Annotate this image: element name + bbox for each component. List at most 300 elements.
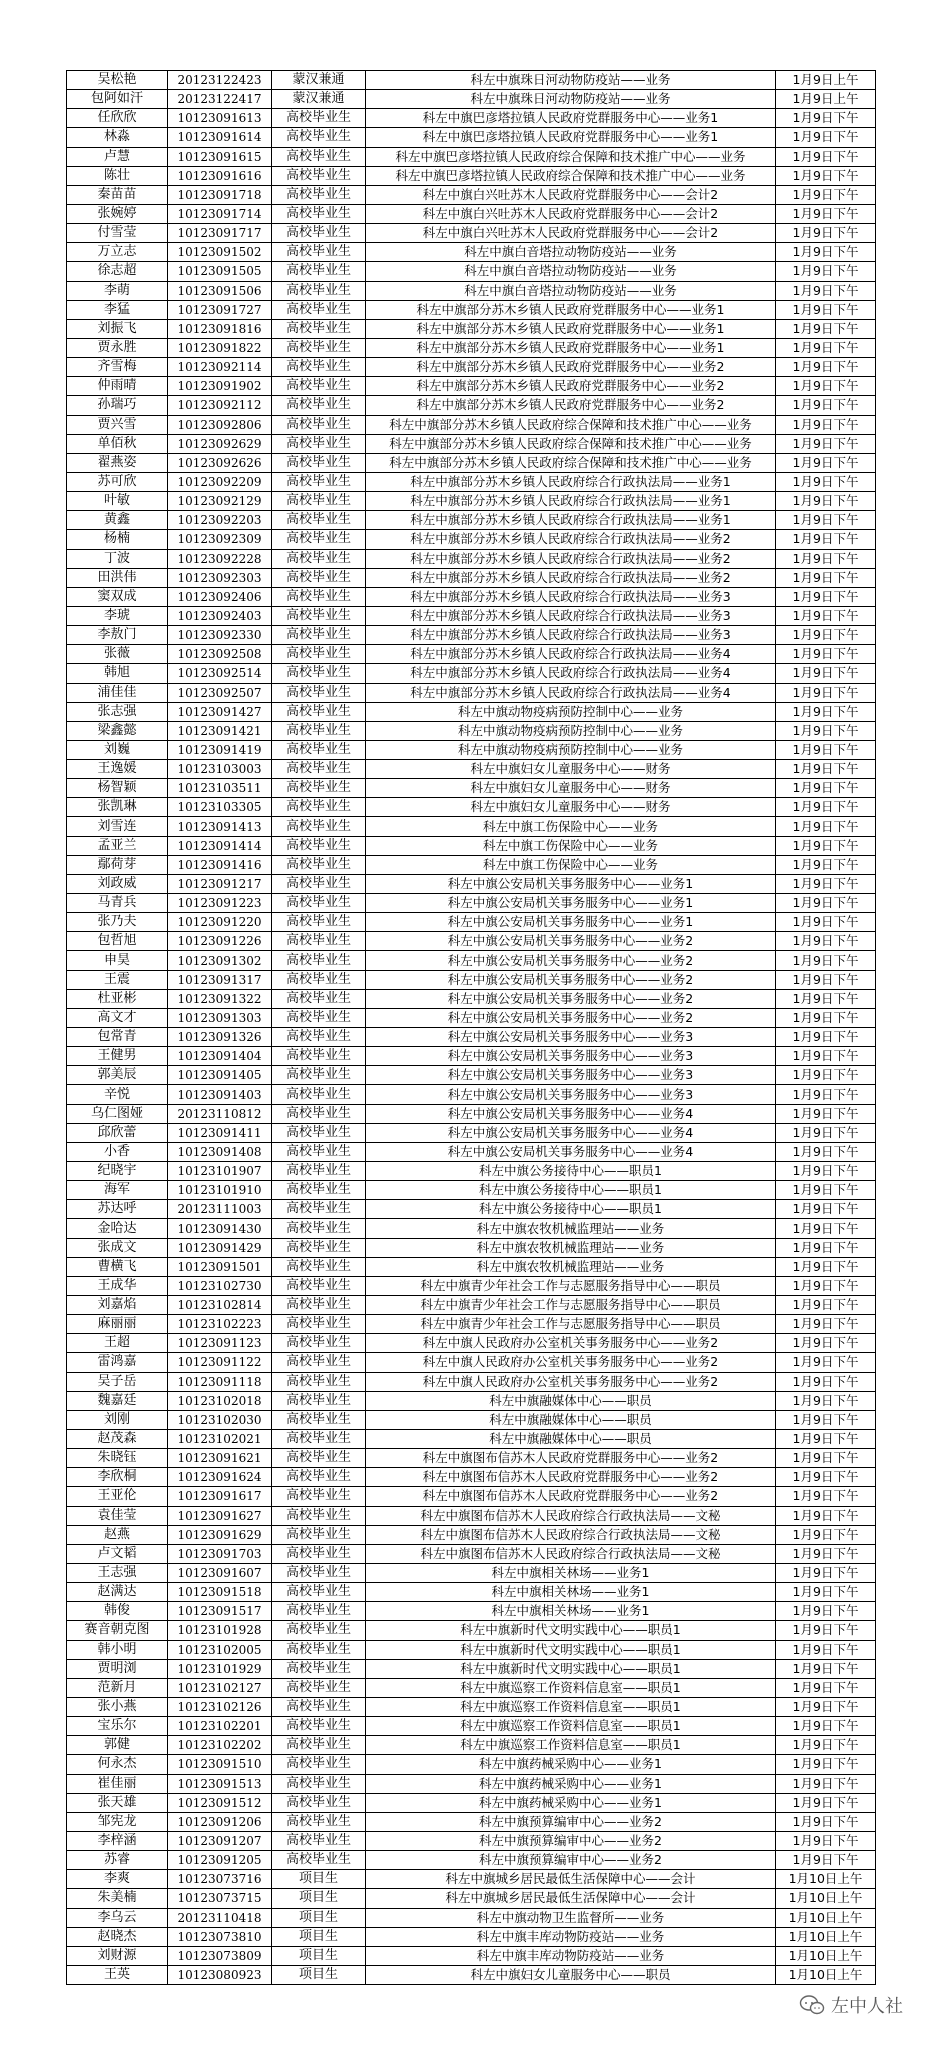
time-cell: 1月9日下午 bbox=[776, 1831, 876, 1850]
time-cell: 1月9日下午 bbox=[776, 1410, 876, 1429]
name-cell: 郭健 bbox=[67, 1736, 168, 1755]
time-cell: 1月9日下午 bbox=[776, 1755, 876, 1774]
name-cell: 贾兴雪 bbox=[67, 415, 168, 434]
name-cell: 金哈达 bbox=[67, 1219, 168, 1238]
name-cell: 张凯琳 bbox=[67, 798, 168, 817]
table-row bbox=[67, 90, 876, 109]
unit-cell: 科左中旗部分苏木乡镇人民政府党群服务中心——业务2 bbox=[366, 358, 776, 377]
name-cell: 宝乐尔 bbox=[67, 1717, 168, 1736]
id-cell: 10123073715 bbox=[168, 1889, 272, 1908]
table-row bbox=[67, 1736, 876, 1755]
type-cell: 高校毕业生 bbox=[272, 702, 366, 721]
id-cell: 10123091217 bbox=[168, 874, 272, 893]
id-cell: 10123091517 bbox=[168, 1602, 272, 1621]
name-cell: 张薇 bbox=[67, 645, 168, 664]
type-cell: 高校毕业生 bbox=[272, 874, 366, 893]
name-cell: 刘巍 bbox=[67, 740, 168, 759]
table-row bbox=[67, 1123, 876, 1142]
time-cell: 1月9日下午 bbox=[776, 492, 876, 511]
type-cell: 项目生 bbox=[272, 1908, 366, 1927]
id-cell: 10123091822 bbox=[168, 338, 272, 357]
unit-cell: 科左中旗白兴吐苏木人民政府党群服务中心——会计2 bbox=[366, 224, 776, 243]
type-cell: 高校毕业生 bbox=[272, 1717, 366, 1736]
table-row bbox=[67, 1487, 876, 1506]
type-cell: 高校毕业生 bbox=[272, 262, 366, 281]
id-cell: 10123091220 bbox=[168, 913, 272, 932]
time-cell: 1月9日下午 bbox=[776, 338, 876, 357]
unit-cell: 科左中旗图布信苏木人民政府党群服务中心——业务2 bbox=[366, 1468, 776, 1487]
unit-cell: 科左中旗巡察工作资料信息室——职员1 bbox=[366, 1736, 776, 1755]
name-cell: 刘嘉焰 bbox=[67, 1296, 168, 1315]
unit-cell: 科左中旗公安局机关事务服务中心——业务2 bbox=[366, 932, 776, 951]
unit-cell: 科左中旗部分苏木乡镇人民政府综合行政执法局——业务3 bbox=[366, 626, 776, 645]
type-cell: 项目生 bbox=[272, 1889, 366, 1908]
name-cell: 王志强 bbox=[67, 1563, 168, 1582]
unit-cell: 科左中旗青少年社会工作与志愿服务指导中心——职员 bbox=[366, 1296, 776, 1315]
time-cell: 1月9日下午 bbox=[776, 664, 876, 683]
name-cell: 马青兵 bbox=[67, 894, 168, 913]
id-cell: 10123091624 bbox=[168, 1468, 272, 1487]
type-cell: 高校毕业生 bbox=[272, 1104, 366, 1123]
name-cell: 苏达呼 bbox=[67, 1200, 168, 1219]
name-cell: 曹横飞 bbox=[67, 1257, 168, 1276]
name-cell: 赵燕 bbox=[67, 1525, 168, 1544]
table-row bbox=[67, 415, 876, 434]
id-cell: 10123092406 bbox=[168, 587, 272, 606]
unit-cell: 科左中旗白音塔拉动物防疫站——业务 bbox=[366, 262, 776, 281]
table-row bbox=[67, 1315, 876, 1334]
type-cell: 高校毕业生 bbox=[272, 1812, 366, 1831]
name-cell: 卢慧 bbox=[67, 147, 168, 166]
unit-cell: 科左中旗公安局机关事务服务中心——业务3 bbox=[366, 1066, 776, 1085]
id-cell: 20123110812 bbox=[168, 1104, 272, 1123]
type-cell: 高校毕业生 bbox=[272, 836, 366, 855]
name-cell: 王成华 bbox=[67, 1276, 168, 1295]
id-cell: 10123091411 bbox=[168, 1123, 272, 1142]
name-cell: 海军 bbox=[67, 1181, 168, 1200]
time-cell: 1月9日下午 bbox=[776, 1047, 876, 1066]
table-row bbox=[67, 1506, 876, 1525]
unit-cell: 科左中旗动物卫生监督所——业务 bbox=[366, 1908, 776, 1927]
type-cell: 高校毕业生 bbox=[272, 664, 366, 683]
id-cell: 10123102201 bbox=[168, 1717, 272, 1736]
unit-cell: 科左中旗青少年社会工作与志愿服务指导中心——职员 bbox=[366, 1276, 776, 1295]
time-cell: 1月10日上午 bbox=[776, 1870, 876, 1889]
table-row bbox=[67, 779, 876, 798]
id-cell: 10123102018 bbox=[168, 1391, 272, 1410]
type-cell: 高校毕业生 bbox=[272, 396, 366, 415]
unit-cell: 科左中旗图布信苏木人民政府综合行政执法局——文秘 bbox=[366, 1506, 776, 1525]
time-cell: 1月9日下午 bbox=[776, 1525, 876, 1544]
unit-cell: 科左中旗公安局机关事务服务中心——业务1 bbox=[366, 874, 776, 893]
time-cell: 1月9日下午 bbox=[776, 358, 876, 377]
name-cell: 张成文 bbox=[67, 1238, 168, 1257]
table-row bbox=[67, 989, 876, 1008]
table-row bbox=[67, 1296, 876, 1315]
table-row bbox=[67, 626, 876, 645]
time-cell: 1月9日下午 bbox=[776, 932, 876, 951]
type-cell: 高校毕业生 bbox=[272, 1774, 366, 1793]
id-cell: 10123091513 bbox=[168, 1774, 272, 1793]
table-row bbox=[67, 1085, 876, 1104]
name-cell: 陈壮 bbox=[67, 166, 168, 185]
name-cell: 秦苗苗 bbox=[67, 185, 168, 204]
type-cell: 高校毕业生 bbox=[272, 109, 366, 128]
unit-cell: 科左中旗动物疫病预防控制中心——业务 bbox=[366, 702, 776, 721]
name-cell: 邱欣蕾 bbox=[67, 1123, 168, 1142]
name-cell: 万立志 bbox=[67, 243, 168, 262]
type-cell: 高校毕业生 bbox=[272, 970, 366, 989]
time-cell: 1月9日下午 bbox=[776, 798, 876, 817]
type-cell: 高校毕业生 bbox=[272, 1602, 366, 1621]
table-row bbox=[67, 1640, 876, 1659]
time-cell: 1月9日下午 bbox=[776, 587, 876, 606]
id-cell: 10123091403 bbox=[168, 1085, 272, 1104]
id-cell: 10123091302 bbox=[168, 951, 272, 970]
type-cell: 高校毕业生 bbox=[272, 1697, 366, 1716]
type-cell: 高校毕业生 bbox=[272, 338, 366, 357]
id-cell: 10123091617 bbox=[168, 1487, 272, 1506]
name-cell: 郭美辰 bbox=[67, 1066, 168, 1085]
unit-cell: 科左中旗动物疫病预防控制中心——业务 bbox=[366, 740, 776, 759]
id-cell: 10123091123 bbox=[168, 1334, 272, 1353]
type-cell: 高校毕业生 bbox=[272, 415, 366, 434]
name-cell: 王健男 bbox=[67, 1047, 168, 1066]
time-cell: 1月9日下午 bbox=[776, 319, 876, 338]
time-cell: 1月10日上午 bbox=[776, 1889, 876, 1908]
type-cell: 高校毕业生 bbox=[272, 1659, 366, 1678]
time-cell: 1月9日下午 bbox=[776, 1812, 876, 1831]
time-cell: 1月9日下午 bbox=[776, 1544, 876, 1563]
id-cell: 10123073810 bbox=[168, 1927, 272, 1946]
name-cell: 包阿如汗 bbox=[67, 90, 168, 109]
type-cell: 高校毕业生 bbox=[272, 358, 366, 377]
type-cell: 高校毕业生 bbox=[272, 549, 366, 568]
unit-cell: 科左中旗工伤保险中心——业务 bbox=[366, 855, 776, 874]
table-row bbox=[67, 185, 876, 204]
id-cell: 10123102223 bbox=[168, 1315, 272, 1334]
name-cell: 辛悦 bbox=[67, 1085, 168, 1104]
name-cell: 袁佳莹 bbox=[67, 1506, 168, 1525]
type-cell: 高校毕业生 bbox=[272, 1755, 366, 1774]
id-cell: 10123091122 bbox=[168, 1353, 272, 1372]
unit-cell: 科左中旗丰库动物防疫站——业务 bbox=[366, 1927, 776, 1946]
table-row bbox=[67, 1104, 876, 1123]
unit-cell: 科左中旗融媒体中心——职员 bbox=[366, 1429, 776, 1448]
type-cell: 高校毕业生 bbox=[272, 626, 366, 645]
id-cell: 10123091501 bbox=[168, 1257, 272, 1276]
type-cell: 高校毕业生 bbox=[272, 779, 366, 798]
id-cell: 10123092507 bbox=[168, 683, 272, 702]
type-cell: 高校毕业生 bbox=[272, 932, 366, 951]
table-row bbox=[67, 1793, 876, 1812]
unit-cell: 科左中旗部分苏木乡镇人民政府综合行政执法局——业务2 bbox=[366, 549, 776, 568]
name-cell: 王超 bbox=[67, 1334, 168, 1353]
type-cell: 高校毕业生 bbox=[272, 913, 366, 932]
type-cell: 高校毕业生 bbox=[272, 319, 366, 338]
unit-cell: 科左中旗公安局机关事务服务中心——业务4 bbox=[366, 1123, 776, 1142]
time-cell: 1月9日上午 bbox=[776, 71, 876, 90]
type-cell: 高校毕业生 bbox=[272, 951, 366, 970]
type-cell: 高校毕业生 bbox=[272, 1334, 366, 1353]
table-row bbox=[67, 664, 876, 683]
table-row bbox=[67, 204, 876, 223]
id-cell: 10123102730 bbox=[168, 1276, 272, 1295]
time-cell: 1月9日下午 bbox=[776, 1162, 876, 1181]
type-cell: 高校毕业生 bbox=[272, 1678, 366, 1697]
name-cell: 王英 bbox=[67, 1965, 168, 1984]
table-row bbox=[67, 1525, 876, 1544]
name-cell: 徐志超 bbox=[67, 262, 168, 281]
id-cell: 10123091427 bbox=[168, 702, 272, 721]
id-cell: 10123091627 bbox=[168, 1506, 272, 1525]
time-cell: 1月9日下午 bbox=[776, 1142, 876, 1161]
time-cell: 1月9日下午 bbox=[776, 1296, 876, 1315]
id-cell: 10123092403 bbox=[168, 606, 272, 625]
unit-cell: 科左中旗工伤保险中心——业务 bbox=[366, 836, 776, 855]
time-cell: 1月9日下午 bbox=[776, 817, 876, 836]
table-row bbox=[67, 1774, 876, 1793]
unit-cell: 科左中旗巡察工作资料信息室——职员1 bbox=[366, 1678, 776, 1697]
type-cell: 蒙汉兼通 bbox=[272, 90, 366, 109]
time-cell: 1月9日下午 bbox=[776, 1200, 876, 1219]
unit-cell: 科左中旗农牧机械监理站——业务 bbox=[366, 1219, 776, 1238]
time-cell: 1月9日下午 bbox=[776, 606, 876, 625]
unit-cell: 科左中旗药械采购中心——业务1 bbox=[366, 1774, 776, 1793]
table-row bbox=[67, 702, 876, 721]
time-cell: 1月9日下午 bbox=[776, 1717, 876, 1736]
time-cell: 1月9日下午 bbox=[776, 1487, 876, 1506]
name-cell: 丁波 bbox=[67, 549, 168, 568]
name-cell: 雷鸿嘉 bbox=[67, 1353, 168, 1372]
unit-cell: 科左中旗青少年社会工作与志愿服务指导中心——职员 bbox=[366, 1315, 776, 1334]
unit-cell: 科左中旗部分苏木乡镇人民政府党群服务中心——业务1 bbox=[366, 300, 776, 319]
name-cell: 苏可欣 bbox=[67, 472, 168, 491]
name-cell: 刘政威 bbox=[67, 874, 168, 893]
time-cell: 1月9日下午 bbox=[776, 1678, 876, 1697]
unit-cell: 科左中旗预算编审中心——业务2 bbox=[366, 1831, 776, 1850]
time-cell: 1月9日下午 bbox=[776, 166, 876, 185]
time-cell: 1月9日下午 bbox=[776, 645, 876, 664]
id-cell: 10123091413 bbox=[168, 817, 272, 836]
time-cell: 1月9日下午 bbox=[776, 1123, 876, 1142]
table-row bbox=[67, 71, 876, 90]
id-cell: 10123092228 bbox=[168, 549, 272, 568]
table-row bbox=[67, 1238, 876, 1257]
id-cell: 10123091727 bbox=[168, 300, 272, 319]
table-row bbox=[67, 932, 876, 951]
table-row bbox=[67, 319, 876, 338]
unit-cell: 科左中旗公安局机关事务服务中心——业务4 bbox=[366, 1104, 776, 1123]
name-cell: 孟亚兰 bbox=[67, 836, 168, 855]
unit-cell: 科左中旗白兴吐苏木人民政府党群服务中心——会计2 bbox=[366, 185, 776, 204]
name-cell: 齐雪梅 bbox=[67, 358, 168, 377]
type-cell: 高校毕业生 bbox=[272, 894, 366, 913]
time-cell: 1月9日下午 bbox=[776, 1353, 876, 1372]
name-cell: 杨智颖 bbox=[67, 779, 168, 798]
type-cell: 高校毕业生 bbox=[272, 530, 366, 549]
table-row bbox=[67, 1028, 876, 1047]
table-row bbox=[67, 817, 876, 836]
name-cell: 何永杰 bbox=[67, 1755, 168, 1774]
unit-cell: 科左中旗部分苏木乡镇人民政府党群服务中心——业务2 bbox=[366, 396, 776, 415]
table-row bbox=[67, 1449, 876, 1468]
time-cell: 1月9日下午 bbox=[776, 434, 876, 453]
id-cell: 10123102126 bbox=[168, 1697, 272, 1716]
unit-cell: 科左中旗部分苏木乡镇人民政府综合行政执法局——业务1 bbox=[366, 472, 776, 491]
time-cell: 1月9日下午 bbox=[776, 836, 876, 855]
time-cell: 1月9日下午 bbox=[776, 109, 876, 128]
table-row bbox=[67, 1697, 876, 1716]
table-row bbox=[67, 492, 876, 511]
time-cell: 1月9日下午 bbox=[776, 1736, 876, 1755]
table-row bbox=[67, 511, 876, 530]
unit-cell: 科左中旗部分苏木乡镇人民政府综合保障和技术推广中心——业务 bbox=[366, 453, 776, 472]
name-cell: 李敖门 bbox=[67, 626, 168, 645]
name-cell: 苏睿 bbox=[67, 1851, 168, 1870]
unit-cell: 科左中旗部分苏木乡镇人民政府综合行政执法局——业务2 bbox=[366, 568, 776, 587]
unit-cell: 科左中旗丰库动物防疫站——业务 bbox=[366, 1946, 776, 1965]
name-cell: 朱晓钰 bbox=[67, 1449, 168, 1468]
name-cell: 韩旭 bbox=[67, 664, 168, 683]
table-row bbox=[67, 377, 876, 396]
unit-cell: 科左中旗相关林场——业务1 bbox=[366, 1602, 776, 1621]
unit-cell: 科左中旗相关林场——业务1 bbox=[366, 1583, 776, 1602]
name-cell: 张志强 bbox=[67, 702, 168, 721]
unit-cell: 科左中旗白音塔拉动物防疫站——业务 bbox=[366, 281, 776, 300]
type-cell: 高校毕业生 bbox=[272, 166, 366, 185]
time-cell: 1月9日下午 bbox=[776, 760, 876, 779]
time-cell: 1月9日下午 bbox=[776, 1640, 876, 1659]
type-cell: 高校毕业生 bbox=[272, 1640, 366, 1659]
table-row bbox=[67, 1659, 876, 1678]
name-cell: 吴子岳 bbox=[67, 1372, 168, 1391]
type-cell: 高校毕业生 bbox=[272, 587, 366, 606]
id-cell: 10123091629 bbox=[168, 1525, 272, 1544]
id-cell: 10123091205 bbox=[168, 1851, 272, 1870]
time-cell: 1月9日下午 bbox=[776, 1793, 876, 1812]
time-cell: 1月9日下午 bbox=[776, 1583, 876, 1602]
id-cell: 10123091206 bbox=[168, 1812, 272, 1831]
type-cell: 项目生 bbox=[272, 1870, 366, 1889]
id-cell: 10123073809 bbox=[168, 1946, 272, 1965]
id-cell: 20123111003 bbox=[168, 1200, 272, 1219]
table-row bbox=[67, 587, 876, 606]
time-cell: 1月9日下午 bbox=[776, 1104, 876, 1123]
table-row bbox=[67, 1162, 876, 1181]
id-cell: 10123092629 bbox=[168, 434, 272, 453]
type-cell: 高校毕业生 bbox=[272, 434, 366, 453]
time-cell: 1月9日下午 bbox=[776, 702, 876, 721]
type-cell: 高校毕业生 bbox=[272, 224, 366, 243]
type-cell: 高校毕业生 bbox=[272, 1410, 366, 1429]
table-row bbox=[67, 1965, 876, 1984]
name-cell: 赵满达 bbox=[67, 1583, 168, 1602]
id-cell: 10123091512 bbox=[168, 1793, 272, 1812]
type-cell: 高校毕业生 bbox=[272, 760, 366, 779]
type-cell: 高校毕业生 bbox=[272, 1525, 366, 1544]
time-cell: 1月9日下午 bbox=[776, 951, 876, 970]
unit-cell: 科左中旗农牧机械监理站——业务 bbox=[366, 1257, 776, 1276]
name-cell: 韩小明 bbox=[67, 1640, 168, 1659]
unit-cell: 科左中旗部分苏木乡镇人民政府综合行政执法局——业务4 bbox=[366, 645, 776, 664]
time-cell: 1月9日下午 bbox=[776, 185, 876, 204]
id-cell: 10123091118 bbox=[168, 1372, 272, 1391]
time-cell: 1月9日下午 bbox=[776, 1449, 876, 1468]
time-cell: 1月9日下午 bbox=[776, 1085, 876, 1104]
name-cell: 叶敏 bbox=[67, 492, 168, 511]
name-cell: 李琥 bbox=[67, 606, 168, 625]
id-cell: 10123091607 bbox=[168, 1563, 272, 1582]
time-cell: 1月9日下午 bbox=[776, 262, 876, 281]
type-cell: 高校毕业生 bbox=[272, 1238, 366, 1257]
time-cell: 1月9日下午 bbox=[776, 1659, 876, 1678]
unit-cell: 科左中旗妇女儿童服务中心——财务 bbox=[366, 798, 776, 817]
table-row bbox=[67, 338, 876, 357]
time-cell: 1月9日下午 bbox=[776, 779, 876, 798]
time-cell: 1月10日上午 bbox=[776, 1908, 876, 1927]
time-cell: 1月9日下午 bbox=[776, 204, 876, 223]
results-table-body bbox=[67, 71, 876, 1985]
name-cell: 张乃夫 bbox=[67, 913, 168, 932]
unit-cell: 科左中旗部分苏木乡镇人民政府综合行政执法局——业务4 bbox=[366, 683, 776, 702]
unit-cell: 科左中旗白兴吐苏木人民政府党群服务中心——会计2 bbox=[366, 204, 776, 223]
id-cell: 10123091616 bbox=[168, 166, 272, 185]
time-cell: 1月9日下午 bbox=[776, 989, 876, 1008]
name-cell: 李爽 bbox=[67, 1870, 168, 1889]
type-cell: 项目生 bbox=[272, 1946, 366, 1965]
unit-cell: 科左中旗部分苏木乡镇人民政府党群服务中心——业务2 bbox=[366, 377, 776, 396]
time-cell: 1月9日下午 bbox=[776, 530, 876, 549]
results-table bbox=[66, 70, 876, 1985]
name-cell: 翟燕姿 bbox=[67, 453, 168, 472]
time-cell: 1月9日下午 bbox=[776, 1315, 876, 1334]
type-cell: 高校毕业生 bbox=[272, 1085, 366, 1104]
time-cell: 1月9日下午 bbox=[776, 1621, 876, 1640]
id-cell: 10123103511 bbox=[168, 779, 272, 798]
name-cell: 赛音朝克图 bbox=[67, 1621, 168, 1640]
id-cell: 10123092114 bbox=[168, 358, 272, 377]
unit-cell: 科左中旗工伤保险中心——业务 bbox=[366, 817, 776, 836]
name-cell: 高文才 bbox=[67, 1008, 168, 1027]
id-cell: 10123102202 bbox=[168, 1736, 272, 1755]
time-cell: 1月9日下午 bbox=[776, 1257, 876, 1276]
table-row bbox=[67, 913, 876, 932]
id-cell: 20123122417 bbox=[168, 90, 272, 109]
type-cell: 高校毕业生 bbox=[272, 128, 366, 147]
type-cell: 高校毕业生 bbox=[272, 1429, 366, 1448]
name-cell: 申昊 bbox=[67, 951, 168, 970]
id-cell: 10123091430 bbox=[168, 1219, 272, 1238]
type-cell: 高校毕业生 bbox=[272, 472, 366, 491]
id-cell: 10123080923 bbox=[168, 1965, 272, 1984]
unit-cell: 科左中旗珠日河动物防疫站——业务 bbox=[366, 90, 776, 109]
name-cell: 浦佳佳 bbox=[67, 683, 168, 702]
unit-cell: 科左中旗部分苏木乡镇人民政府综合行政执法局——业务1 bbox=[366, 492, 776, 511]
time-cell: 1月9日下午 bbox=[776, 1391, 876, 1410]
id-cell: 10123101928 bbox=[168, 1621, 272, 1640]
results-table-sheet bbox=[66, 70, 875, 1985]
id-cell: 10123091718 bbox=[168, 185, 272, 204]
table-row bbox=[67, 1066, 876, 1085]
table-row bbox=[67, 836, 876, 855]
table-row bbox=[67, 1678, 876, 1697]
type-cell: 高校毕业生 bbox=[272, 1008, 366, 1027]
id-cell: 10123091405 bbox=[168, 1066, 272, 1085]
unit-cell: 科左中旗公安局机关事务服务中心——业务2 bbox=[366, 1008, 776, 1027]
name-cell: 杨楠 bbox=[67, 530, 168, 549]
time-cell: 1月9日下午 bbox=[776, 721, 876, 740]
